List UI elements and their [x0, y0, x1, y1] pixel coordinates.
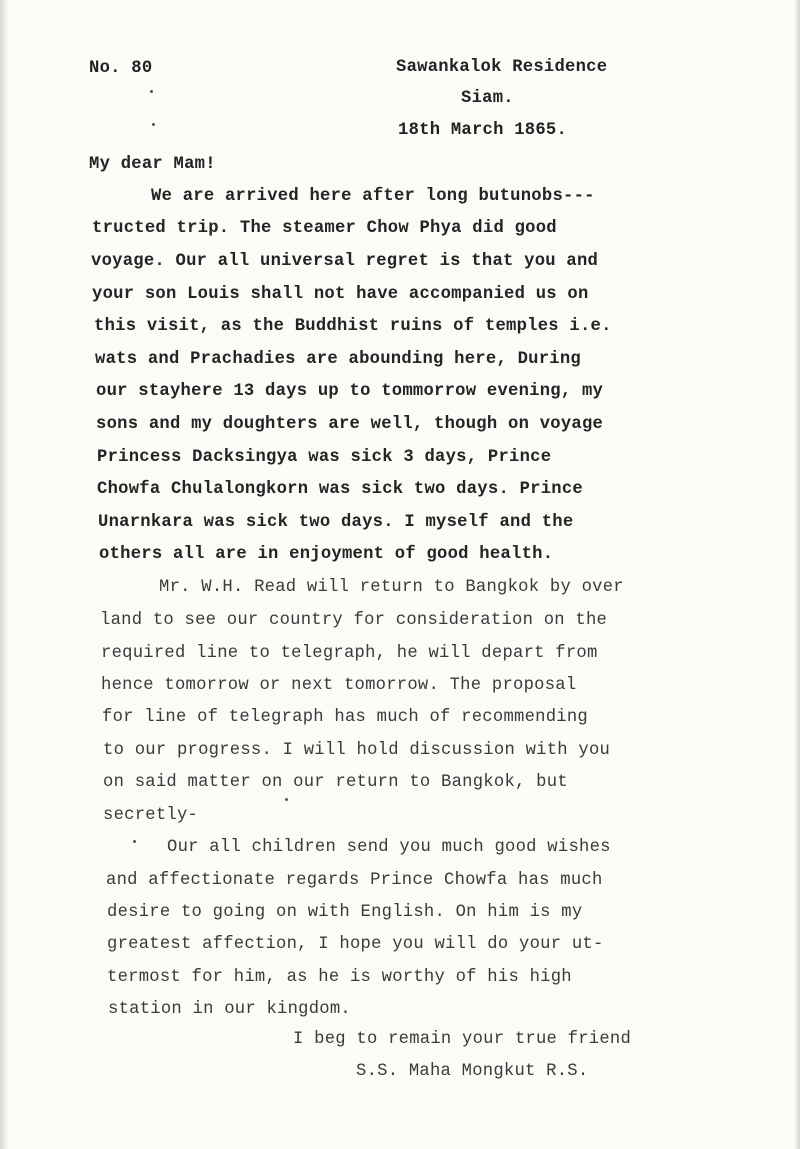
body-line: station in our kingdom. [108, 1000, 351, 1019]
signature: S.S. Maha Mongkut R.S. [356, 1062, 589, 1081]
closing-line: I beg to remain your true friend [293, 1030, 632, 1049]
body-line: hence tomorrow or next tomorrow. The proposal [101, 676, 577, 695]
body-line: our stayhere 13 days up to tommorrow evening, my [96, 382, 604, 401]
letter-date: 18th March 1865. [398, 121, 568, 140]
ink-speck [133, 840, 136, 843]
body-line: required line to telegraph, he will depart from [101, 644, 598, 663]
body-line: We are arrived here after long butunobs--- [151, 187, 595, 206]
body-line: voyage. Our all universal regret is that you and [91, 252, 599, 271]
ink-speck [150, 90, 153, 93]
body-line: Princess Dacksingya was sick 3 days, Prince [97, 448, 552, 467]
salutation: My dear Mam! [89, 155, 216, 174]
body-line: desire to going on with English. On him is my [107, 903, 583, 922]
ink-speck [152, 123, 155, 126]
body-line: Unarnkara was sick two days. I myself and the [98, 513, 574, 532]
body-line: on said matter on our return to Bangkok, but [103, 773, 568, 792]
body-line: wats and Prachadies are abounding here, During [95, 350, 581, 369]
body-line: tructed trip. The steamer Chow Phya did good [92, 219, 557, 238]
body-line: land to see our country for consideration on the [100, 611, 608, 630]
body-line: greatest affection, I hope you will do your ut- [107, 935, 604, 954]
body-line: others all are in enjoyment of good health. [99, 545, 554, 564]
ink-speck [285, 798, 288, 801]
body-line: Mr. W.H. Read will return to Bangkok by over [159, 578, 624, 597]
body-line: for line of telegraph has much of recommending [102, 708, 588, 727]
body-line: to our progress. I will hold discussion with you [103, 741, 611, 760]
body-line: this visit, as the Buddhist ruins of temples i.e. [94, 317, 612, 336]
body-line: and affectionate regards Prince Chowfa has much [106, 871, 603, 890]
body-line: Our all children send you much good wishes [167, 838, 611, 857]
body-line: termost for him, as he is worthy of his high [107, 968, 572, 987]
body-line: sons and my doughters are well, though on voyage [96, 415, 604, 434]
letter-number: No. 80 [89, 59, 153, 78]
body-line: your son Louis shall not have accompanied us on [92, 285, 589, 304]
body-line: secretly- [103, 806, 199, 825]
place-line-1: Sawankalok Residence [396, 58, 608, 77]
place-line-2: Siam. [461, 89, 514, 108]
body-line: Chowfa Chulalongkorn was sick two days. Prince [97, 480, 583, 499]
